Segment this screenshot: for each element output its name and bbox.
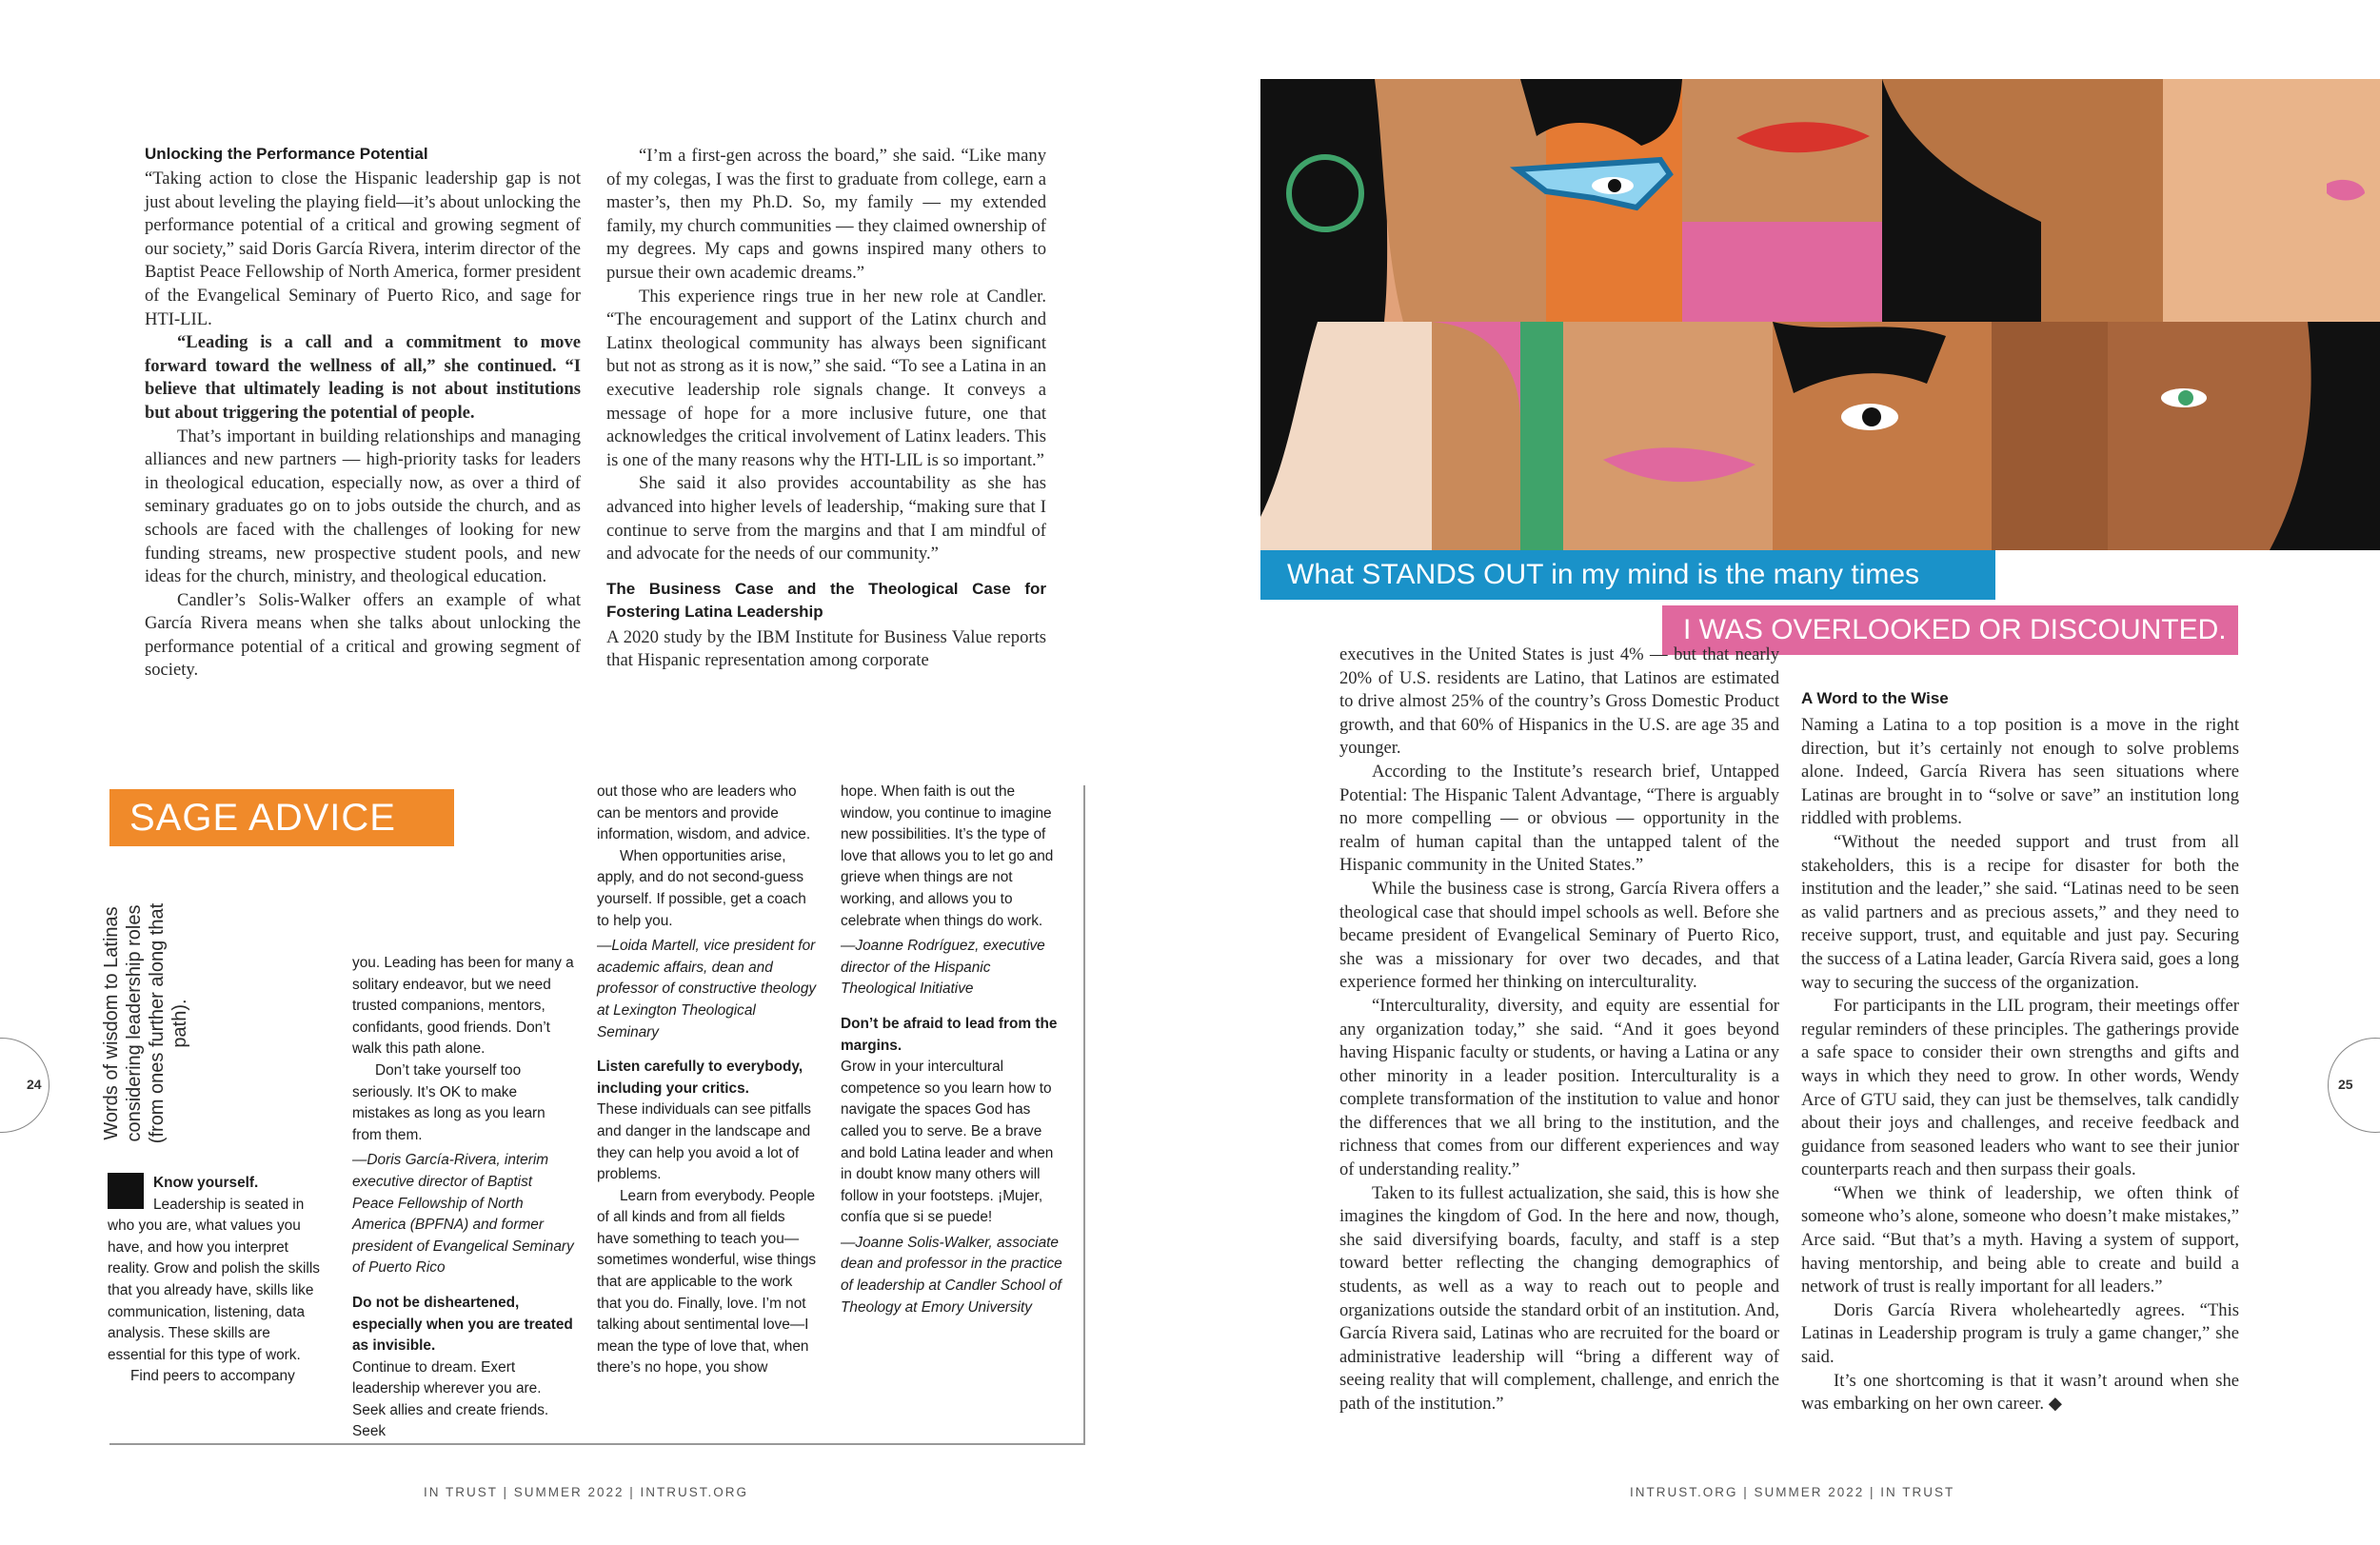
illus-block [1992,322,2108,550]
right-column-1 [1339,644,1779,1416]
sage-tip-body: hope. When faith is out the window, you continue to imagine new possibilities. It’s the type of love that allows you to let go and grieve when things are not working, and allows you to celebrate when things do work. [841,783,1054,929]
paragraph: “Leading is a call and a commitment to move forward toward the wellness of all,” she continued. “I believe that ultimately leading is not about institutions but about triggering the potential of people. [145,332,581,423]
pink-block [1682,222,1882,322]
paragraph: Taken to its fullest actualization, she said, this is how she imagines the kingdom of God. In the here and now, though, she said diversifying boards, faculty, and staff is a step toward better reflecting the changing demographics of students, as well as a way to reach out to people and organizations outside the standard orbit of an institution. And, García Rivera said, Latinas who are recruited for the board or administrative leadership will “bring a different way of seeing reality that will complement, challenge, and enrich the path of the institution.” [1339,1182,1779,1414]
page-number-right: 25 [2338,1077,2353,1092]
page-number-left: 24 [27,1077,42,1092]
paragraph: “Taking action to close the Hispanic leadership gap is not just about leveling the playing field—it’s about unlocking the performance potential of a critical and growing segment of our society,” said Doris García Rivera, interim director of the Baptist Peace Fellowship of North America, former president of the Evangelical Seminary of Puerto Rico, and sage for HTI-LIL. [145,168,581,329]
sage-tip-body: These individuals can see pitfalls and danger in the landscape and they can help you avoid a lot of problems. [597,1101,811,1183]
paragraph: executives in the United States is just 4% — but that nearly 20% of U.S. residents are Latino, that Latinos are estimated to drive almost 25% of the country’s Gross Domestic Product growth, and that 60% of Hispanics in the U.S. are age 35 and younger. [1339,644,1779,759]
black-square-marker [108,1173,144,1209]
folio-left: IN TRUST | SUMMER 2022 | INTRUST.ORG [424,1485,749,1499]
page-number-circle-right [2328,1038,2380,1133]
pupil [1608,179,1621,192]
paragraph: According to the Institute’s research brief, Untapped Potential: The Hispanic Talent Advantage, “There is arguably no more compelling — or obvious — opportunity in the realm of human capital than the untapped talent of the Hispanic community in the United States.” [1339,761,1779,876]
page-number-circle-left [0,1038,50,1133]
pupil [1862,407,1881,426]
paragraph: She said it also provides accountability as she has advanced into higher levels of leadership, “making sure that I continue to serve from the margins and that I am mindful of and advocate for the needs of our community.” [606,473,1046,565]
paragraph: For participants in the LIL program, their meetings offer regular reminders of these principles. The gatherings provide a safe space to consider their own strengths and gifts and ways in which they need to grow. In other words, Wendy Arce of GTU said, they can just be themselves, talk candidly about their joys and challenges, and receive feedback and guidance from seasoned leaders who want to see their junior counterparts reach and then surpass their goals. [1801,996,2239,1180]
paragraph: Naming a Latina to a top position is a move in the right direction, but it’s certainly not enough to solve problems alone. Indeed, García Rivera has seen situations where Latinas are brought in to “solve or save” an institution long riddled with problems. [1801,715,2239,829]
paragraph: “Interculturality, diversity, and equity are essential for any organization today,” she said. “And it goes beyond having Hispanic faculty or students, or having a Latina or any other minority in a leader position. Interculturality is a complete transformation of the institution to value and honor the differences that we all bring to the institution, and the richness that comes from our different experiences and way of understanding reality.” [1339,995,1779,1180]
section-heading-unlocking: Unlocking the Performance Potential [145,145,428,163]
faces-illustration [1260,79,2380,550]
sage-column-2 [352,953,576,1443]
sage-attribution: —Joanne Rodríguez, executive director of the Hispanic Theological Initiative [841,938,1045,998]
paragraph: A 2020 study by the IBM Institute for Business Value reports that Hispanic representation among corporate [606,626,1046,671]
sage-tip-body: When opportunities arise, apply, and do not second-guess yourself. If possible, get a coach to help you. [597,847,806,929]
paragraph: This experience rings true in her new role at Candler. “The encouragement and support of the Latinx church and Latinx theological community has always been significant but not as strong as it is now,” she said. “To see a Latina in an executive leadership role signals change. It conveys a message of hope for a more inclusive future, one that acknowledges the critical involvement of Latinx leaders. This is one of the many reasons why the HTI-LIL is so important.” [606,286,1046,470]
sage-tip-body: Find peers to accompany [130,1368,295,1385]
paragraph: It’s one shortcoming is that it wasn’t around when she was embarking on her own career. ◆ [1801,1370,2239,1415]
sage-tip-body: Leadership is seated in who you are, what values you have, and how you interpret reality. Grow and polish the skills that you already have, skills like communication, listening, data analysis. These skills are essential for this type of work. [108,1196,320,1363]
section-heading-business-case: The Business Case and the Theological Case for Fostering Latina Leadership [606,579,1046,622]
tip-heading: Don’t be afraid to lead from the margins. [841,1015,1058,1054]
left-column-2 [606,145,1046,673]
left-column-1 [145,168,581,724]
sage-advice-vertical-caption: Words of wisdom to Latinas considering leadership roles (from ones further along that path). [101,902,190,1144]
pupil [2178,390,2193,406]
right-column-2 [1801,714,2239,1416]
sage-tip-body: Grow in your intercultural competence so you learn how to navigate the spaces God has called you to serve. Be a brave and bold Latina leader and when in doubt know many others will follow in your footsteps. ¡Mujer, confía que si se puede! [841,1059,1054,1226]
pullquote-text-1: What STANDS OUT in my mind is the many times [1287,559,1920,590]
face-shape [1563,322,1773,550]
pullquote-text-2: I WAS OVERLOOKED OR DISCOUNTED. [1683,614,2227,645]
paragraph: Candler’s Solis-Walker offers an example of what García Rivera means when she talks about unlocking the performance potential of a critical and growing segment of society. [145,589,581,681]
sage-attribution: —Loida Martell, vice president for academic affairs, dean and professor of constructive theology at Lexington Theological Seminary [597,938,817,1040]
sage-column-1 [108,1173,328,1388]
tip-heading: Know yourself. [153,1175,259,1191]
sage-tip-body: you. Leading has been for many a solitary endeavor, but we need trusted companions, mentors, confidants, good friends. Don’t walk this path alone. [352,955,574,1058]
paragraph: That’s important in building relationships and managing alliances and new partners — high-priority tasks for leaders in theological education, especially now, as over a third of seminary graduates go on to jobs outside the church, and as schools are faced with the challenges of looking for new funding streams, new prospective student pools, and new ideas for the church, ministry, and theological education. [145,426,581,587]
sage-column-4 [841,782,1064,1318]
sage-tip-body: Learn from everybody. People of all kinds and from all fields have something to teach you—sometimes wonderful, wise things that are applicable to the work that you do. Finally, love. I’m not talking about sentimental love—I mean the type of love that, when there’s no hope, you show [597,1187,817,1377]
paragraph: “Without the needed support and trust from all stakeholders, this is a recipe for disaster for both the institution and the leader,” she said. “Latinas need to be seen as valid partners and as precious assets,” and they need to receive support, trust, and equitable and just pay. Securing the success of a Latina leader, García Rivera said, goes a long way to securing the success of the organization. [1801,831,2239,993]
tip-heading: Do not be disheartened, especially when you are treated as invisible. [352,1294,573,1355]
paragraph: While the business case is strong, García Rivera offers a theological case that should impel schools as well. Before she became president of Evangelical Seminary of Puerto Rico, she was a missionary for over two decades, and that experience formed her thinking on interculturality. [1339,878,1779,993]
sage-tip-body: Continue to dream. Exert leadership wherever you are. Seek allies and create friends. Seek [352,1358,549,1440]
paragraph: Doris García Rivera wholeheartedly agrees. “This Latinas in Leadership program is truly a game changer,” she said. [1801,1299,2239,1368]
sage-advice-title: SAGE ADVICE [129,797,396,839]
illus-block [1520,322,1563,550]
sage-attribution: —Joanne Solis-Walker, associate dean and professor in the practice of leadership at Candler School of Theology at Emory University [841,1234,1062,1316]
face-shape [1375,79,1546,322]
pullquote-bar-1 [1260,550,1995,600]
sage-tip-body: Don’t take yourself too seriously. It’s OK to make mistakes as long as you learn from them. [352,1061,545,1143]
sage-tip-body: out those who are leaders who can be mentors and provide information, wisdom, and advice. [597,783,811,843]
paragraph: “When we think of leadership, we often think of someone who’s alone, someone who doesn’t make mistakes,” Arce said. “But that’s a myth. Having a system of support, having mentorship, and being able to create and build a network of trust is really important for all leaders.” [1801,1182,2239,1297]
folio-right: INTRUST.ORG | SUMMER 2022 | IN TRUST [1630,1485,1955,1499]
section-heading-word-to-wise: A Word to the Wise [1801,689,1949,707]
tip-heading: Listen carefully to everybody, including your critics. [597,1059,803,1097]
paragraph: “I’m a first-gen across the board,” she said. “Like many of my colegas, I was the first to graduate from college, earn a master’s, then my Ph.D. So, my family — my extended family, my church communities — they claimed ownership of my degrees. My caps and gowns inspired many others to pursue their own academic dreams.” [606,146,1046,283]
sage-attribution: —Doris García-Rivera, interim executive director of Baptist Peace Fellowship of North America (BPFNA) and former president of Evangelical Seminary of Puerto Rico [352,1152,574,1277]
sage-column-3 [597,782,821,1379]
